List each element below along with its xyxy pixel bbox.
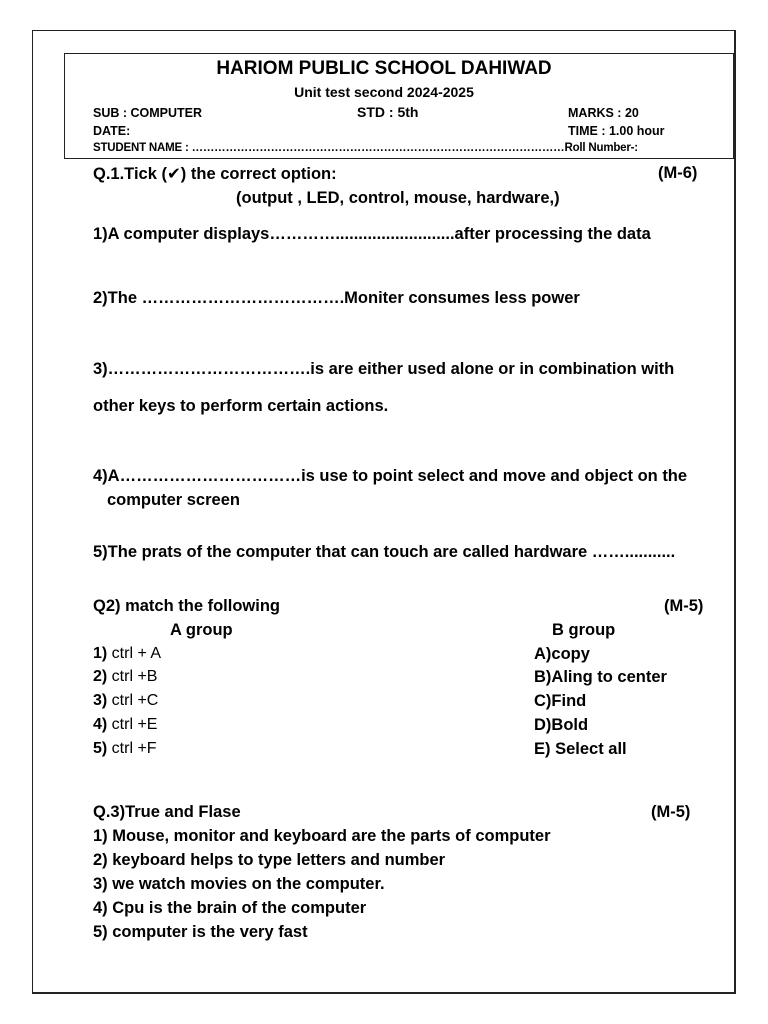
q3-item-5: 5) computer is the very fast	[93, 923, 308, 941]
exam-title: Unit test second 2024-2025	[294, 84, 474, 100]
q2-a-item	[93, 645, 161, 663]
q2-b-item: B)Aling to center	[534, 668, 667, 686]
marks: MARKS : 20	[568, 106, 639, 120]
q2-b-header: B group	[552, 621, 616, 639]
q2-title: Q2) match the following	[93, 597, 281, 615]
q2-a-item	[93, 740, 157, 758]
standard: STD : 5th	[357, 104, 419, 120]
q1-item-3-cont: other keys to perform certain actions.	[93, 397, 389, 415]
q2-b-item: C)Find	[534, 692, 587, 710]
q1-item-2: 2)The ……………………………….Moniter consumes less power	[93, 289, 580, 307]
q2-a-text: ctrl +C	[107, 692, 159, 709]
q1-item-4-cont: computer screen	[107, 491, 240, 509]
subject: SUB : COMPUTER	[93, 106, 203, 120]
q1-title: Q.1.Tick (✔) the correct option:	[93, 165, 337, 183]
time: TIME : 1.00 hour	[568, 124, 665, 138]
q2-a-text: ctrl +B	[107, 668, 158, 685]
date: DATE:	[93, 124, 131, 138]
q1-item-1: 1)A computer displays…………..........................after processing the data	[93, 225, 651, 243]
q3-title: Q.3)True and Flase	[93, 803, 241, 821]
q2-a-header: A group	[170, 621, 233, 639]
q3-item-3: 3) we watch movies on the computer.	[93, 875, 385, 893]
q2-a-text: ctrl +E	[107, 716, 158, 733]
q2-marks: (M-5)	[664, 597, 704, 615]
q2-a-num: 5)	[93, 740, 108, 757]
q3-item-1: 1) Mouse, monitor and keyboard are the parts of computer	[93, 827, 551, 845]
q2-b-item: A)copy	[534, 645, 590, 663]
q2-a-num: 1)	[93, 645, 108, 662]
q2-b-item: D)Bold	[534, 716, 589, 734]
q2-a-item	[93, 716, 157, 734]
q3-item-4: 4) Cpu is the brain of the computer	[93, 899, 367, 917]
school-name: HARIOM PUBLIC SCHOOL DAHIWAD	[216, 58, 552, 79]
q1-item-4: 4)A……………………………is use to point select and move and object on the	[93, 467, 688, 485]
q1-marks: (M-6)	[658, 164, 698, 182]
q2-a-num: 4)	[93, 716, 108, 733]
q2-a-item	[93, 668, 157, 686]
q2-b-item: E) Select all	[534, 740, 627, 758]
q3-item-2: 2) keyboard helps to type letters and number	[93, 851, 446, 869]
q2-a-num: 3)	[93, 692, 108, 709]
q3-marks: (M-5)	[651, 803, 691, 821]
q1-item-5: 5)The prats of the computer that can touch are called hardware ……...........	[93, 543, 676, 561]
q2-a-text: ctrl + A	[107, 645, 162, 662]
q1-options: (output , LED, control, mouse, hardware,)	[236, 189, 560, 207]
q2-a-num: 2)	[93, 668, 108, 685]
student-name-line: STUDENT NAME : ………………………………………………………………………………………Roll Number-:	[93, 142, 638, 154]
q2-a-text: ctrl +F	[107, 740, 157, 757]
q2-a-item	[93, 692, 158, 710]
q1-item-3: 3)……………………………….is are either used alone or in combination with	[93, 360, 675, 378]
